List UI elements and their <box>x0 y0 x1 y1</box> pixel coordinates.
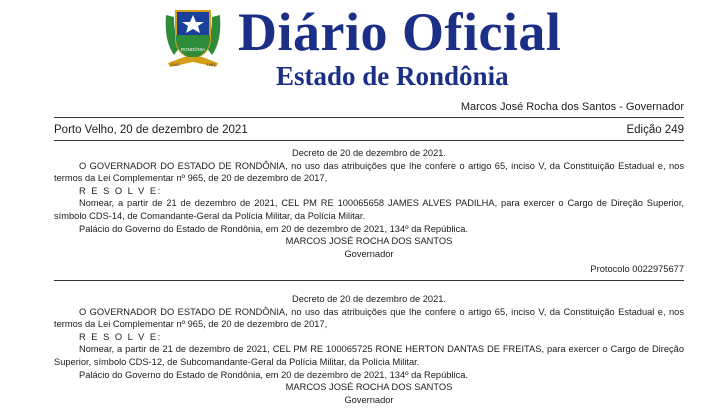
crest-year-left: 1943 <box>170 62 180 67</box>
journal-title: Diário Oficial <box>238 2 562 62</box>
crest-year-right: 1981 <box>206 62 216 67</box>
decree-body: Nomear, a partir de 21 de dezembro de 2021, CEL PM RE 100065658 JAMES ALVES PADILHA, para exercer o Cargo de Direção Superior, símbolo CDS-14, de Comandante-Geral da Polícia Militar, da Polícia Militar. <box>54 198 684 221</box>
decree-preamble: O GOVERNADOR DO ESTADO DE RONDÔNIA, no uso das atribuições que lhe confere o artigo 65, inciso V, da Constituição Estadual e, nos termos da Lei Complementar nº 965, de 20 de dezembro de 2017, <box>54 306 684 330</box>
decree-preamble: O GOVERNADOR DO ESTADO DE RONDÔNIA, no uso das atribuições que lhe confere o artigo 65, inciso V, da Constituição Estadual e, nos termos da Lei Complementar nº 965, de 20 de dezembro de 2017, <box>54 160 684 184</box>
decree-body: Nomear, a partir de 21 de dezembro de 2021, CEL PM RE 100065725 RONE HERTON DANTAS DE FREITAS, para exercer o Cargo de Direção Superior, símbolo CDS-12, de Subcomandante-Geral da Polícia Militar, da Polícia Militar. <box>54 344 684 367</box>
header-divider <box>54 117 684 118</box>
decree-role: Governador <box>344 394 394 405</box>
dateline-divider <box>54 140 684 141</box>
decree-heading: Decreto de 20 de dezembro de 2021. <box>291 148 447 158</box>
decree-2 <box>54 293 684 406</box>
governor-line: Marcos José Rocha dos Santos - Governador <box>460 101 684 113</box>
decree-resolve: R E S O L V E: <box>79 331 162 342</box>
edition-number: Edição 249 <box>626 124 684 136</box>
crest-label: RONDÔNIA <box>180 47 206 52</box>
decree-closing: Palácio do Governo do Estado de Rondônia, em 20 de dezembro de 2021, 134º da República. <box>79 369 468 380</box>
decree-signatory: MARCOS JOSÉ ROCHA DOS SANTOS <box>285 382 453 393</box>
journal-subtitle: Estado de Rondônia <box>276 61 509 91</box>
decree-closing: Palácio do Governo do Estado de Rondônia, em 20 de dezembro de 2021, 134º da República. <box>79 223 468 234</box>
place-date: Porto Velho, 20 de dezembro de 2021 <box>54 124 248 136</box>
decree-resolve: R E S O L V E: <box>79 185 162 196</box>
decree-role: Governador <box>344 248 394 259</box>
decree-divider <box>54 280 684 281</box>
decree-signatory: MARCOS JOSÉ ROCHA DOS SANTOS <box>285 236 453 247</box>
state-crest-icon <box>160 5 226 69</box>
decree-protocol: Protocolo 0022975677 <box>590 264 684 275</box>
masthead <box>0 0 728 98</box>
decree-1 <box>54 147 684 276</box>
decree-heading: Decreto de 20 de dezembro de 2021. <box>291 294 447 304</box>
